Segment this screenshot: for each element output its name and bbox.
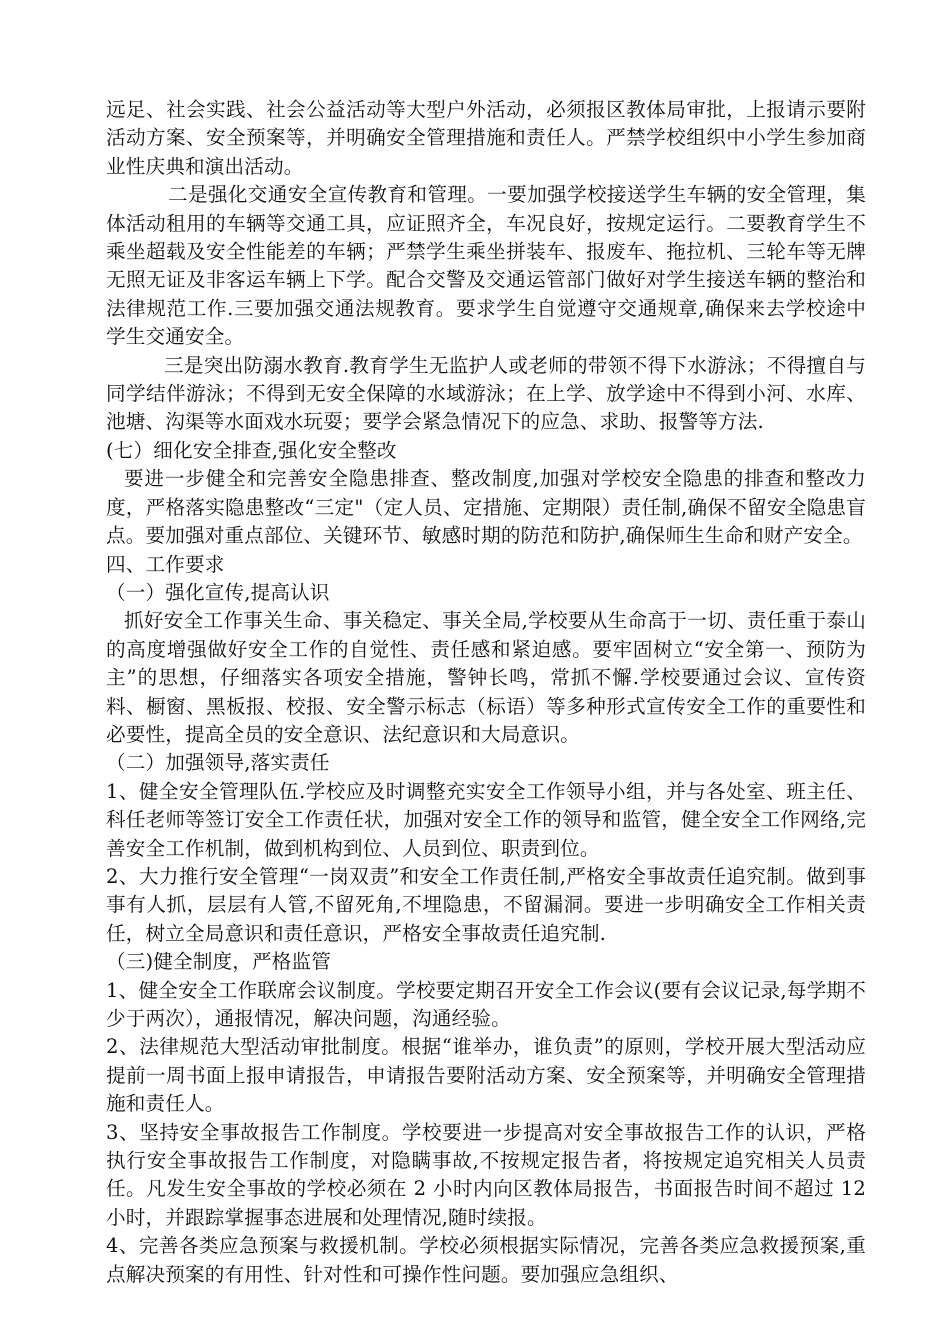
paragraph-item-team: 1、健全安全管理队伍.学校应及时调整充实安全工作领导小组，并与各处室、班主任、科任老师等签订安全工作责任状，加强对安全工作的领导和监管，健全安全工作网络,完善安全工作机制，做到机构到位、人员到位、职责到位。 xyxy=(106,779,866,860)
subsection-heading-2: （二）加强领导,落实责任 xyxy=(106,751,330,775)
subsection-heading-3: （三)健全制度，严格监管 xyxy=(106,950,331,974)
paragraph-traffic-safety: 二是强化交通安全宣传教育和管理。一要加强学校接送学生车辆的安全管理，集体活动租用的车辆等交通工具，应证照齐全，车况良好，按规定运行。二要教育学生不乘坐超载及安全性能差的车辆；严禁学生乘坐拼装车、报废车、拖拉机、三轮车等无牌无照无证及非客运车辆上下学。配合交警及交通运管部门做好对学生接送车辆的整治和法律规范工作.三要加强交通法规教育。要求学生自觉遵守交通规章,确保来去学校途中学生交通安全。 xyxy=(106,183,866,349)
section-heading-7: (七）细化安全排查,强化安全整改 xyxy=(106,438,397,462)
paragraph-item-approval: 2、法律规范大型活动审批制度。根据“谁举办，谁负责”的原则，学校开展大型活动应提前一周书面上报申请报告，申请报告要附活动方案、安全预案等，并明确安全管理措施和责任人。 xyxy=(106,1035,866,1116)
subsection-heading-1: （一）强化宣传,提高认识 xyxy=(106,580,330,604)
paragraph-outdoor-activities: 远足、社会实践、社会公益活动等大型户外活动，必须报区教体局审批，上报请示要附活动方案、安全预案等，并明确安全管理措施和责任人。严禁学校组织中小学生参加商业性庆典和演出活动。 xyxy=(106,98,866,178)
paragraph-drowning-prevention: 三是突出防溺水教育.教育学生无监护人或老师的带领不得下水游泳；不得擅自与同学结伴游泳；不得到无安全保障的水域游泳；在上学、放学途中不得到小河、水库、池塘、沟渠等水面戏水玩耍；要学会紧急情况下的应急、求助、报警等方法. xyxy=(106,353,866,434)
paragraph-item-emergency: 4、完善各类应急预案与救援机制。学校必须根据实际情况，完善各类应急救援预案,重点解决预案的有用性、针对性和可操作性问题。要加强应急组织、 xyxy=(106,1234,866,1286)
paragraph-hazard-inspection: 要进一步健全和完善安全隐患排查、整改制度,加强对学校安全隐患的排查和整改力度，严格落实隐患整改“三定"（定人员、定措施、定期限）责任制,确保不留安全隐患盲点。要加强对重点部位、关键环节、敏感时期的防范和防护,确保师生生命和财产安全。 xyxy=(106,467,866,548)
paragraph-publicity: 抓好安全工作事关生命、事关稳定、事关全局,学校要从生命高于一切、责任重于泰山的高度增强做好安全工作的自觉性、责任感和紧迫感。要牢固树立“安全第一、预防为主”的思想，仔细落实各项安全措施，警钟长鸣，常抓不懈.学校要通过会议、宣传资料、橱窗、黑板报、校报、安全警示标志（标语）等多种形式宣传安全工作的重要性和必要性，提高全员的安全意识、法纪意识和大局意识。 xyxy=(106,609,866,746)
document-page xyxy=(106,96,866,1289)
paragraph-item-reporting: 3、坚持安全事故报告工作制度。学校要进一步提高对安全事故报告工作的认识，严格执行安全事故报告工作制度，对隐瞒事故,不按规定报告者，将按规定追究相关人员责任。凡发生安全事故的学校必须在 2 小时内向区教体局报告，书面报告时间不超过 12 小时，并跟踪掌握事态进展和处理情况,随时续报。 xyxy=(106,1120,866,1229)
paragraph-item-meeting: 1、健全安全工作联席会议制度。学校要定期召开安全工作会议(要有会议记录,每学期不少于两次），通报情况，解决问题，沟通经验。 xyxy=(106,978,866,1030)
section-heading-work-requirements: 四、工作要求 xyxy=(106,552,225,576)
paragraph-item-responsibility: 2、大力推行安全管理“一岗双责”和安全工作责任制,严格安全事故责任追究制。做到事事有人抓，层层有人管,不留死角,不埋隐患，不留漏洞。要进一步明确安全工作相关责任，树立全局意识和责任意识，严格安全事故责任追究制. xyxy=(106,864,866,945)
